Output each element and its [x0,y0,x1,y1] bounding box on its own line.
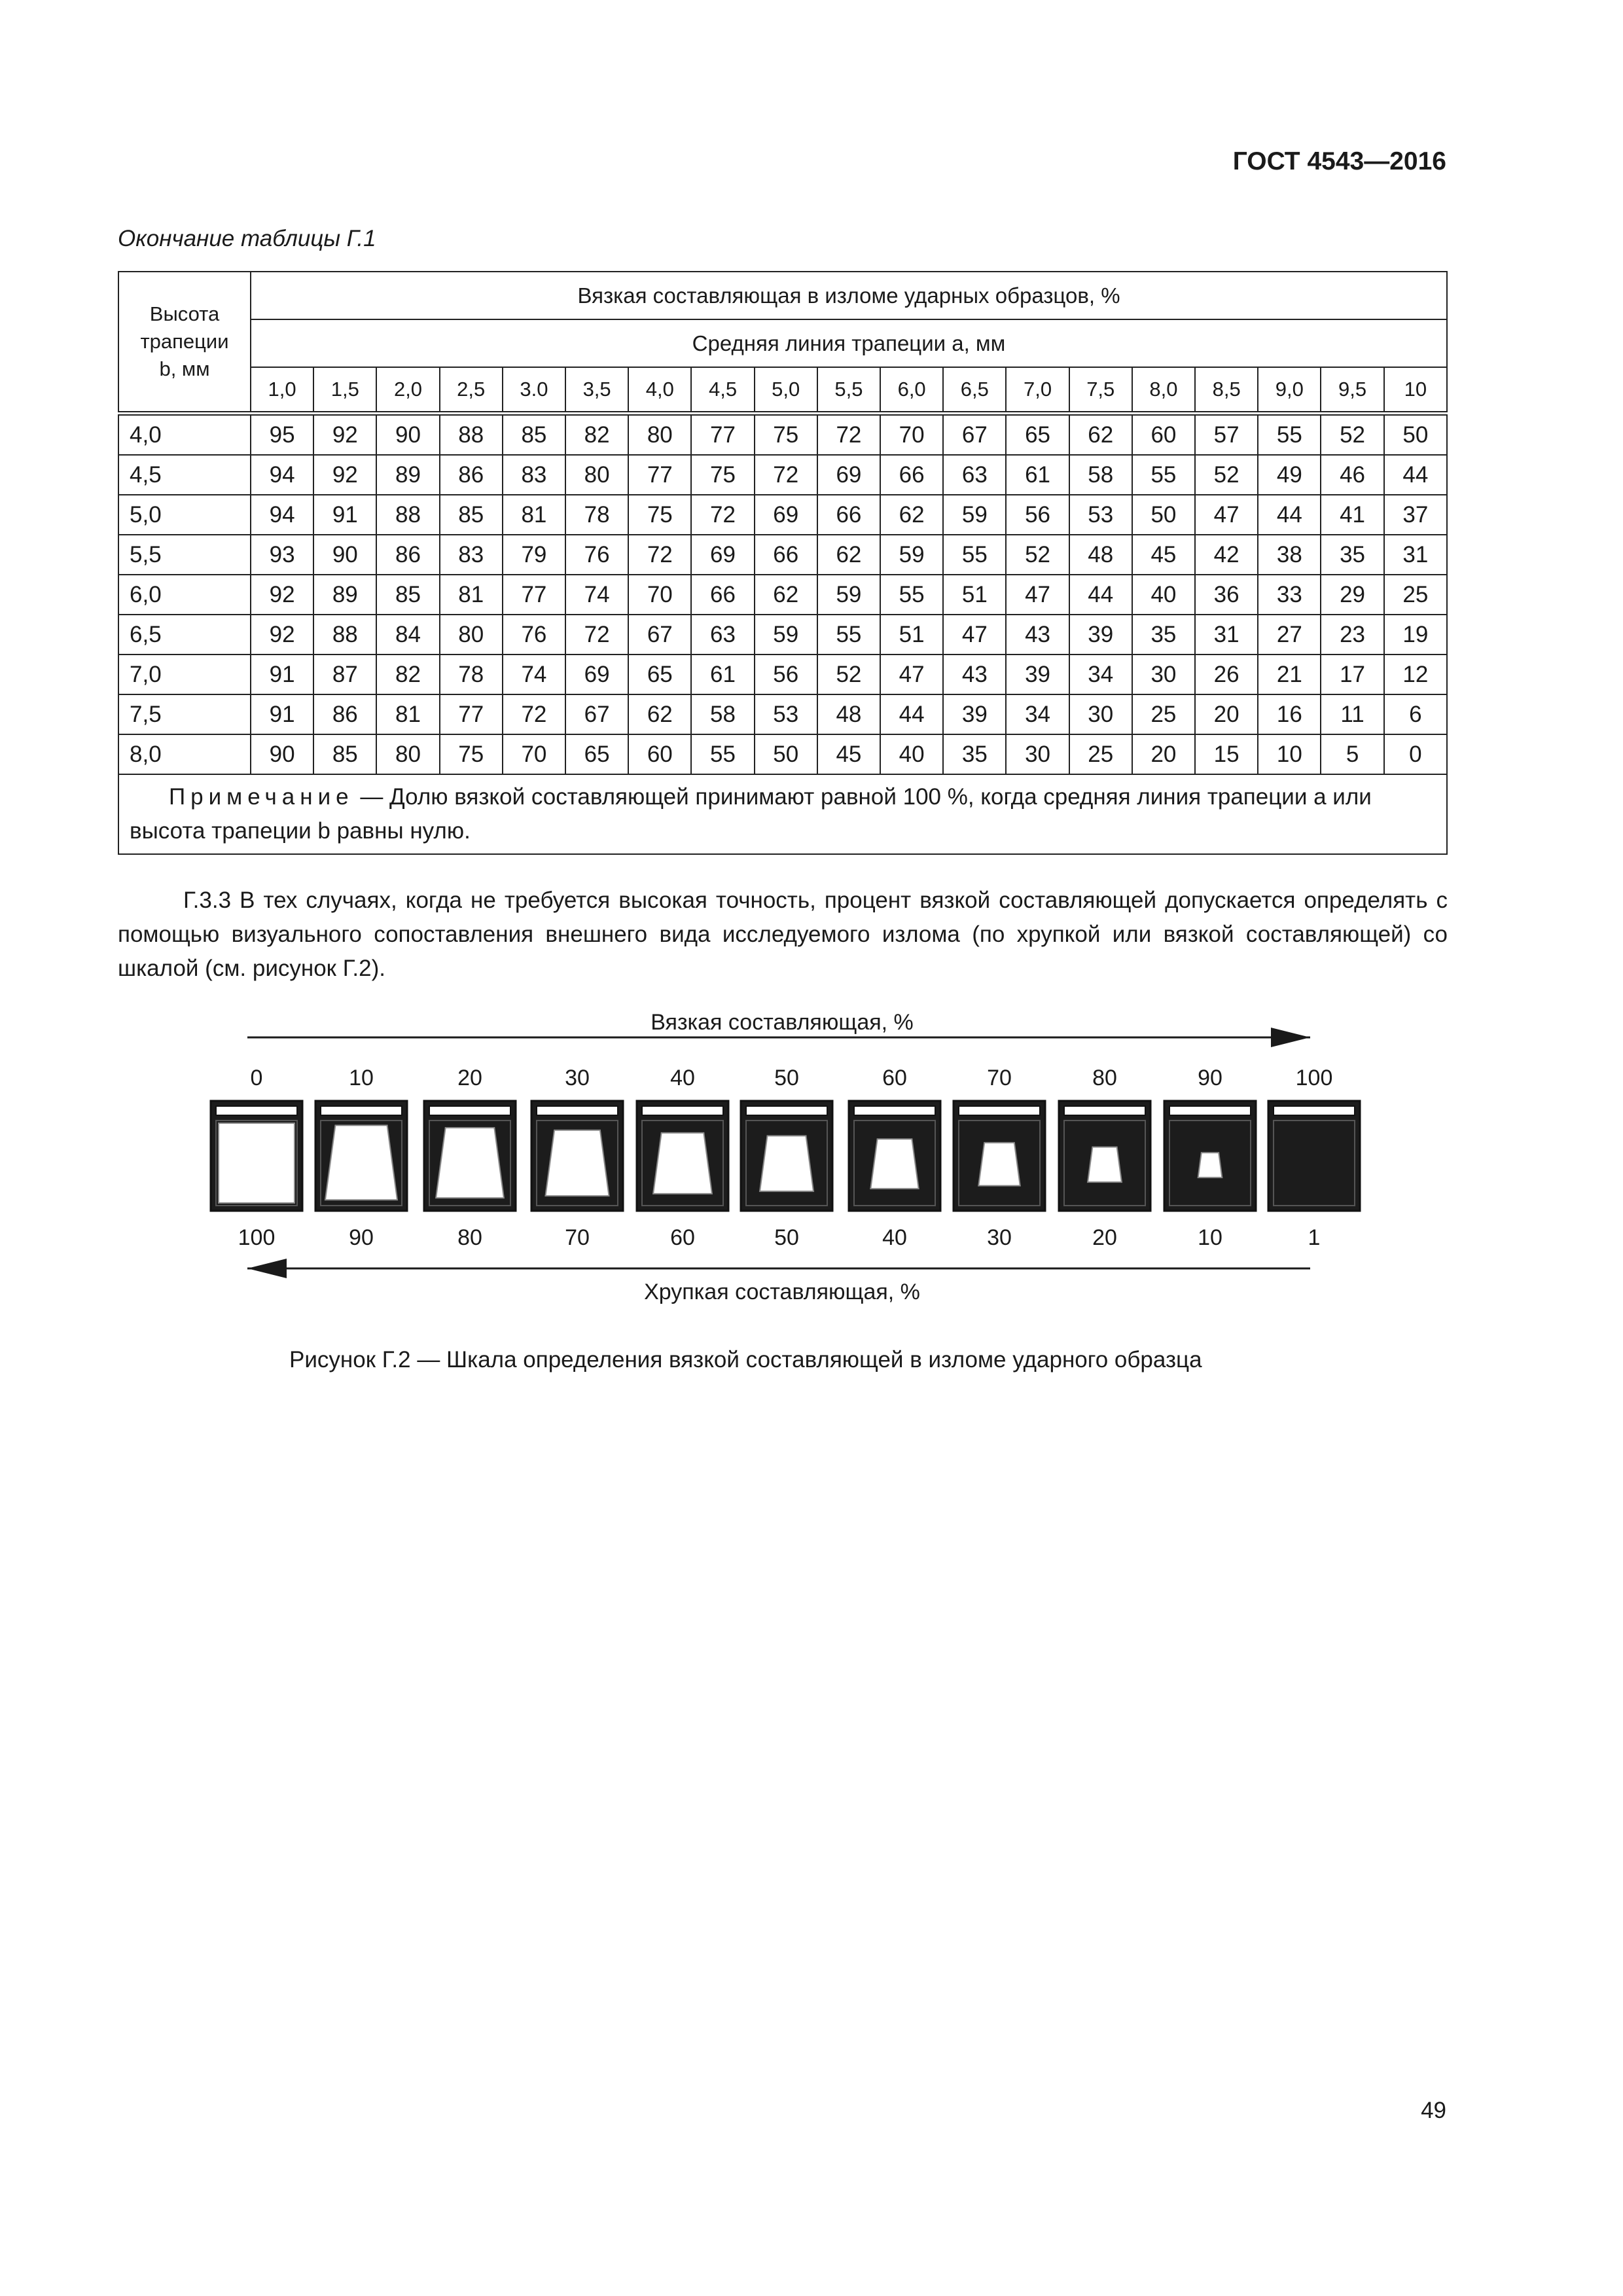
brittle-area [436,1128,504,1198]
table-cell: 47 [880,655,943,694]
column-header: 7,5 [1069,367,1132,414]
specimen-notch [1274,1106,1355,1115]
table-cell: 19 [1384,615,1447,655]
row-label: 4,5 [118,455,251,495]
table-cell: 21 [1258,655,1321,694]
table-cell: 80 [440,615,503,655]
specimen [741,1101,832,1211]
table-cell: 58 [691,694,754,734]
specimen-notch [642,1106,723,1115]
ductile-tick-label: 60 [882,1066,907,1090]
table-cell: 77 [628,455,691,495]
brittle-tick-label: 60 [670,1225,695,1250]
specimen [211,1101,302,1211]
table-cell: 58 [1069,455,1132,495]
table-cell: 0 [1384,734,1447,774]
specimen-notch [429,1106,510,1115]
table-cell: 81 [503,495,565,535]
table-cell: 85 [440,495,503,535]
table-cell: 40 [1132,575,1195,615]
row-header-line1: Высота [149,302,220,325]
brittle-tick-label: 70 [565,1225,590,1250]
table-cell: 39 [943,694,1006,734]
row-label: 8,0 [118,734,251,774]
ductile-tick-label: 100 [1295,1066,1333,1090]
column-header: 8,5 [1195,367,1258,414]
specimen-notch [321,1106,402,1115]
table-cell: 81 [376,694,439,734]
table-cell: 43 [943,655,1006,694]
table-cell: 77 [691,414,754,456]
table-cell: 55 [1132,455,1195,495]
table-cell: 43 [1006,615,1069,655]
table-cell: 31 [1384,535,1447,575]
table-cell: 90 [313,535,376,575]
table-cell: 72 [628,535,691,575]
brittle-area [760,1136,813,1191]
table-cell: 65 [628,655,691,694]
table-cell: 80 [565,455,628,495]
table-cell: 66 [691,575,754,615]
brittle-tick-label: 30 [987,1225,1012,1250]
ductile-axis-label: Вязкая составляющая, % [651,1010,914,1035]
table-cell: 67 [565,694,628,734]
table-cell: 72 [565,615,628,655]
specimen-notch [959,1106,1040,1115]
table-cell: 16 [1258,694,1321,734]
table-cell: 86 [376,535,439,575]
table-cell: 74 [503,655,565,694]
table-cell: 44 [880,694,943,734]
column-header: 8,0 [1132,367,1195,414]
top-header: Вязкая составляющая в изломе ударных образцов, % [251,272,1447,319]
table-cell: 40 [880,734,943,774]
specimen [315,1101,407,1211]
table-cell: 88 [376,495,439,535]
brittle-tick-label: 100 [238,1225,276,1250]
table-cell: 36 [1195,575,1258,615]
column-header: 6,0 [880,367,943,414]
table-cell: 15 [1195,734,1258,774]
specimen-notch [1169,1106,1251,1115]
table-cell: 39 [1006,655,1069,694]
ductile-tick-label: 20 [457,1066,482,1090]
table-cell: 72 [691,495,754,535]
table-cell: 85 [376,575,439,615]
table-cell: 50 [755,734,817,774]
table-cell: 75 [691,455,754,495]
table-cell: 65 [1006,414,1069,456]
row-label: 7,5 [118,694,251,734]
table-cell: 25 [1069,734,1132,774]
table-cell: 65 [565,734,628,774]
table-cell: 84 [376,615,439,655]
table-cell: 10 [1258,734,1321,774]
ductile-tick-label: 70 [987,1066,1012,1090]
table-cell: 53 [1069,495,1132,535]
standard-designation: ГОСТ 4543—2016 [1232,147,1446,175]
brittle-area [1088,1147,1122,1182]
ductile-tick-label: 0 [250,1066,263,1090]
table-cell: 67 [628,615,691,655]
table-cell: 51 [943,575,1006,615]
column-header: 5,0 [755,367,817,414]
table-cell: 78 [440,655,503,694]
specimen [849,1101,940,1211]
table-cell: 87 [313,655,376,694]
ductile-tick-label: 40 [670,1066,695,1090]
table-cell: 82 [565,414,628,456]
brittle-area [1198,1153,1222,1177]
table-cell: 12 [1384,655,1447,694]
table-cell: 61 [691,655,754,694]
table-cell: 38 [1258,535,1321,575]
column-header: 7,0 [1006,367,1069,414]
table-cell: 30 [1069,694,1132,734]
table-cell: 53 [755,694,817,734]
table-cell: 30 [1132,655,1195,694]
brittle-area [545,1130,609,1196]
table-cell: 50 [1384,414,1447,456]
table-cell: 45 [1132,535,1195,575]
specimen-notch [746,1106,827,1115]
table-cell: 26 [1195,655,1258,694]
specimen-notch [1064,1106,1145,1115]
specimen-row [211,1101,1360,1211]
specimen [1268,1101,1360,1211]
table-cell: 34 [1006,694,1069,734]
brittle-area [325,1125,397,1200]
table-cell: 29 [1321,575,1383,615]
table-cell: 35 [943,734,1006,774]
table-cell: 63 [943,455,1006,495]
table-cell: 55 [817,615,880,655]
table-cell: 60 [628,734,691,774]
row-header-line3: b, мм [159,357,210,380]
column-header: 6,5 [943,367,1006,414]
table-cell: 92 [313,414,376,456]
table-cell: 47 [943,615,1006,655]
table-cell: 44 [1258,495,1321,535]
row-label: 5,0 [118,495,251,535]
specimen [954,1101,1045,1211]
column-header: 2,5 [440,367,503,414]
table-cell: 30 [1006,734,1069,774]
table-cell: 62 [755,575,817,615]
specimen-body [1268,1101,1360,1211]
column-header: 4,5 [691,367,754,414]
table-cell: 66 [880,455,943,495]
column-header: 3.0 [503,367,565,414]
table-cell: 50 [1132,495,1195,535]
specimen-notch [216,1106,297,1115]
table-cell: 61 [1006,455,1069,495]
table-cell: 52 [1195,455,1258,495]
ductile-tick-label: 30 [565,1066,590,1090]
table-cell: 25 [1384,575,1447,615]
table-cell: 49 [1258,455,1321,495]
column-header: 9,0 [1258,367,1321,414]
table-cell: 72 [755,455,817,495]
brittle-area [978,1143,1020,1186]
brittle-axis-label: Хрупкая составляющая, % [644,1280,920,1304]
specimen [424,1101,516,1211]
brittle-area [653,1133,712,1194]
table-cell: 55 [943,535,1006,575]
table-cell: 94 [251,455,313,495]
table-cell: 82 [376,655,439,694]
table-cell: 47 [1006,575,1069,615]
row-label: 6,5 [118,615,251,655]
table-cell: 59 [880,535,943,575]
table-cell: 62 [880,495,943,535]
table-cell: 77 [503,575,565,615]
column-header: 3,5 [565,367,628,414]
table-cell: 23 [1321,615,1383,655]
brittle-area [219,1123,294,1203]
table-cell: 62 [628,694,691,734]
table-cell: 91 [251,694,313,734]
table-cell: 80 [376,734,439,774]
table-cell: 78 [565,495,628,535]
table-cell: 48 [1069,535,1132,575]
table-cell: 75 [628,495,691,535]
brittle-tick-label: 10 [1198,1225,1222,1250]
table-cell: 88 [440,414,503,456]
table-cell: 70 [880,414,943,456]
table-cell: 59 [943,495,1006,535]
table-cell: 33 [1258,575,1321,615]
column-header: 10 [1384,367,1447,414]
table-cell: 74 [565,575,628,615]
sub-header: Средняя линия трапеции a, мм [251,319,1447,367]
table-cell: 79 [503,535,565,575]
table-cell: 86 [313,694,376,734]
table-cell: 91 [313,495,376,535]
table-cell: 66 [755,535,817,575]
table-cell: 69 [817,455,880,495]
table-cell: 95 [251,414,313,456]
ductile-tick-label: 10 [349,1066,374,1090]
table-cell: 70 [503,734,565,774]
table-cell: 20 [1132,734,1195,774]
table-cell: 62 [817,535,880,575]
note-label: Примечание [169,784,354,810]
table-cell: 76 [565,535,628,575]
table-cell: 85 [503,414,565,456]
page-number: 49 [1421,2098,1446,2123]
table-cell: 11 [1321,694,1383,734]
brittle-tick-label: 20 [1092,1225,1117,1250]
table-cell: 44 [1069,575,1132,615]
table-cell: 93 [251,535,313,575]
table-cell: 88 [313,615,376,655]
table-cell: 92 [251,615,313,655]
ductile-tick-label: 80 [1092,1066,1117,1090]
table-cell: 75 [755,414,817,456]
table-cell: 75 [440,734,503,774]
specimen [637,1101,728,1211]
table-cell: 92 [313,455,376,495]
table-cell: 76 [503,615,565,655]
figure-caption: Рисунок Г.2 — Шкала определения вязкой составляющей в изломе ударного образца [289,1347,1202,1372]
table-cell: 45 [817,734,880,774]
table-cell: 55 [1258,414,1321,456]
specimen [531,1101,623,1211]
table-cell: 59 [755,615,817,655]
table-cell: 46 [1321,455,1383,495]
column-header: 2,0 [376,367,439,414]
table-cell: 6 [1384,694,1447,734]
brittle-tick-label: 80 [457,1225,482,1250]
brittle-area [870,1139,918,1189]
table-cell: 57 [1195,414,1258,456]
table-cell: 92 [251,575,313,615]
table-cell: 83 [503,455,565,495]
row-label: 5,5 [118,535,251,575]
table-cell: 31 [1195,615,1258,655]
table-cell: 55 [880,575,943,615]
table-cell: 91 [251,655,313,694]
table-cell: 41 [1321,495,1383,535]
specimen-notch [537,1106,618,1115]
table-cell: 51 [880,615,943,655]
specimen [1059,1101,1150,1211]
table-cell: 72 [503,694,565,734]
table-cell: 47 [1195,495,1258,535]
specimen [1164,1101,1256,1211]
brittle-tick-label: 90 [349,1225,374,1250]
table-cell: 66 [817,495,880,535]
column-header: 9,5 [1321,367,1383,414]
table-cell: 67 [943,414,1006,456]
row-header-line2: трапеции [140,330,229,353]
table-cell: 42 [1195,535,1258,575]
table-cell: 27 [1258,615,1321,655]
table-cell: 39 [1069,615,1132,655]
table-cell: 56 [755,655,817,694]
table-cell: 52 [1006,535,1069,575]
table-cell: 72 [817,414,880,456]
table-cell: 90 [376,414,439,456]
row-label: 4,0 [118,414,251,456]
table-cell: 37 [1384,495,1447,535]
table-cell: 89 [376,455,439,495]
table-cell: 77 [440,694,503,734]
column-header: 5,5 [817,367,880,414]
brittle-tick-label: 40 [882,1225,907,1250]
table-cell: 56 [1006,495,1069,535]
table-cell: 59 [817,575,880,615]
table-caption: Окончание таблицы Г.1 [118,226,376,251]
table-cell: 35 [1132,615,1195,655]
table-cell: 86 [440,455,503,495]
table-cell: 48 [817,694,880,734]
ductile-tick-label: 90 [1198,1066,1222,1090]
column-header: 1,0 [251,367,313,414]
table-cell: 35 [1321,535,1383,575]
table-cell: 69 [691,535,754,575]
column-header: 1,5 [313,367,376,414]
table-cell: 52 [817,655,880,694]
table-cell: 69 [755,495,817,535]
row-label: 6,0 [118,575,251,615]
brittle-tick-label: 50 [774,1225,799,1250]
table-cell: 85 [313,734,376,774]
brittle-labels [238,1225,1321,1250]
table-cell: 63 [691,615,754,655]
table-cell: 5 [1321,734,1383,774]
ductile-tick-label: 50 [774,1066,799,1090]
table-cell: 17 [1321,655,1383,694]
table-cell: 25 [1132,694,1195,734]
specimen-notch [854,1106,935,1115]
table-cell: 34 [1069,655,1132,694]
table-cell: 80 [628,414,691,456]
table-cell: 69 [565,655,628,694]
table-cell: 90 [251,734,313,774]
row-label: 7,0 [118,655,251,694]
table-cell: 20 [1195,694,1258,734]
table-cell: 52 [1321,414,1383,456]
ductile-labels [251,1066,1333,1090]
column-header: 4,0 [628,367,691,414]
table-cell: 55 [691,734,754,774]
paragraph-text: Г.3.3 В тех случаях, когда не требуется высокая точность, процент вязкой составляющей допускается определять с помощью визуального сопоставления внешнего вида исследуемого излома (по хрупкой или вязкой составляющей) со шкалой (см. рисунок Г.2). [118,888,1448,981]
table-cell: 89 [313,575,376,615]
table-cell: 81 [440,575,503,615]
table-cell: 70 [628,575,691,615]
brittle-tick-label: 1 [1308,1225,1321,1250]
table-cell: 60 [1132,414,1195,456]
table-cell: 44 [1384,455,1447,495]
table-cell: 94 [251,495,313,535]
table-cell: 62 [1069,414,1132,456]
table-cell: 83 [440,535,503,575]
note-text: — Долю вязкой составляющей принимают равной 100 %, когда средняя линия трапеции a или высота трапеции b равны нулю. [130,784,1372,844]
